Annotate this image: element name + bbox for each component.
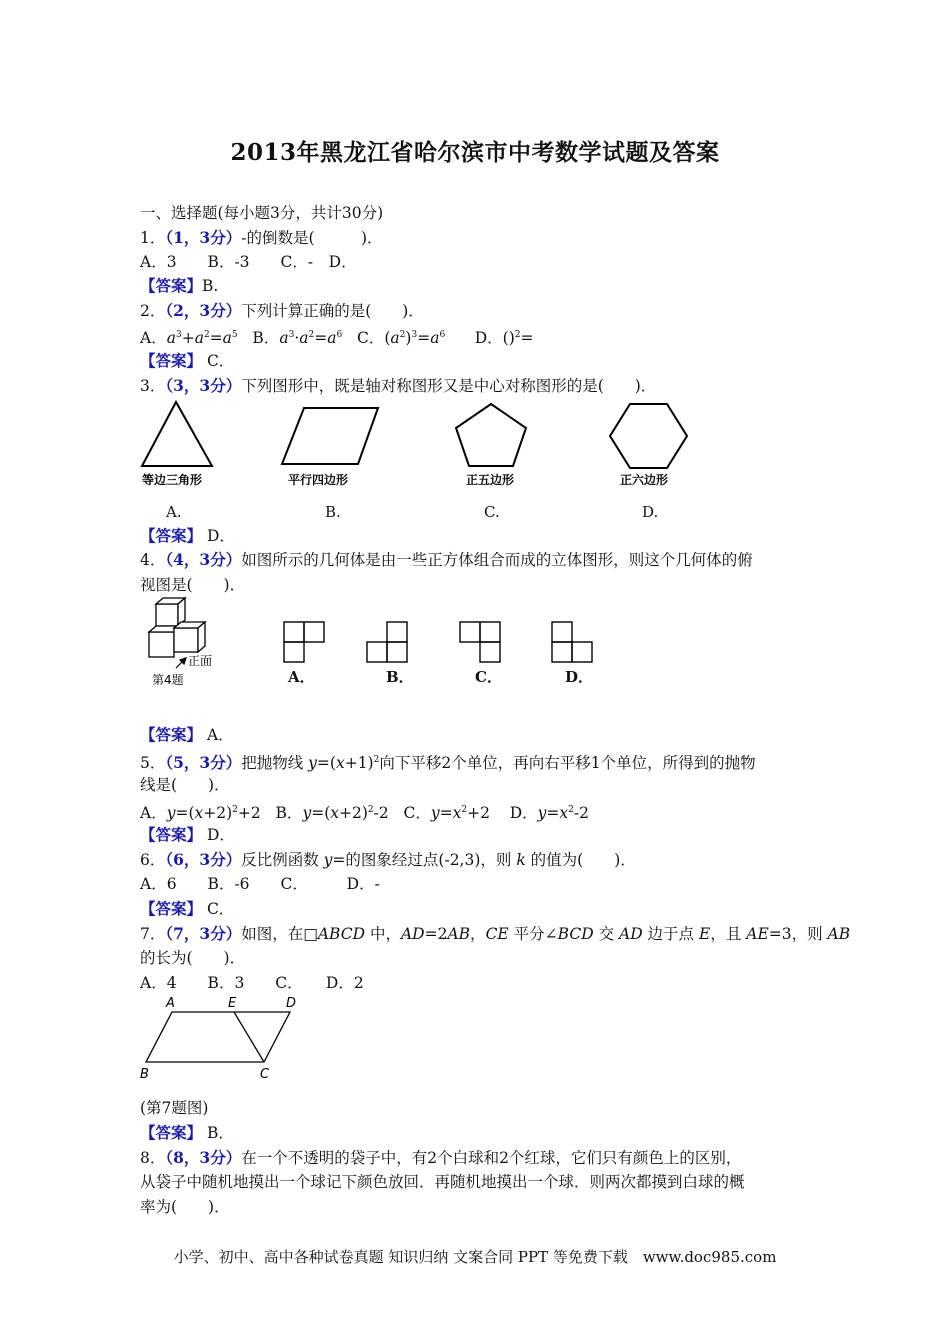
q3-answer-tag: 【答案】	[140, 526, 203, 545]
question-7: 7．（7，3分）如图，在□ABCD 中，AD=2AB，CE 平分∠BCD 交 AD 边于点 E，且 AE=3，则 AB	[140, 924, 851, 943]
page-footer: 小学、初中、高中各种试卷真题 知识归纳 文案合同 PPT 等免费下载 www.doc985.com	[173, 1248, 777, 1266]
q2-answer-tag: 【答案】	[140, 351, 203, 370]
q7-answer-tag: 【答案】	[140, 1123, 203, 1142]
q6-text-a: 反比例函数	[241, 851, 324, 869]
q5-options: A．$y=(x+2)^2+2$ B．$y=(x+2)^2-2$ C．$y=x^2+2$ D．$y=x^2-2$	[140, 804, 589, 823]
q4-option-d: D．	[565, 668, 594, 686]
front-label: 正面	[188, 654, 213, 668]
parallelogram-shape	[282, 408, 378, 464]
q3-answer: D．	[202, 527, 235, 545]
shape-label-a: 等边三角形	[142, 473, 203, 487]
q6-answer-tag: 【答案】	[140, 899, 203, 918]
q1-answer-line	[140, 275, 820, 297]
q3-tag: （3，3分）	[165, 376, 242, 395]
q4-option-a: A．	[288, 668, 315, 686]
vertex-label-e: E	[228, 996, 237, 1011]
q2-answer: C．	[202, 352, 235, 370]
q7-number: 7．	[140, 925, 166, 943]
q7-tag: （7，3分）	[165, 924, 242, 943]
vertex-label-d: D	[286, 996, 297, 1011]
q6-text-c: 的值为( )．	[525, 851, 636, 869]
vertex-label-a: A	[166, 996, 175, 1011]
regular-hexagon-shape	[610, 404, 687, 468]
q4-solid-figure	[140, 596, 230, 692]
question-2	[140, 300, 820, 322]
q1-options: A．3 B．-3 C．- D．	[140, 253, 357, 271]
question-6: 6．（6，3分）反比例函数 y=的图象经过点(-2,3)，则 k 的值为( )．	[140, 850, 636, 869]
q3-option-a: A.	[166, 503, 182, 521]
q8-text: 在一个不透明的袋子中，有2个白球和2个红球，它们只有颜色上的区别，	[241, 1149, 742, 1167]
q7-answer: B．	[202, 1124, 234, 1142]
q1-tag: （1，3分）	[165, 228, 242, 247]
q3-shapes-figure	[130, 396, 710, 496]
parallelogram-abcd-shape	[146, 1012, 290, 1062]
q5-text-line2: 线是( )．	[140, 776, 230, 794]
q7-options: A．4 B．3 C． D．2	[140, 974, 364, 992]
q6-answer-line	[140, 898, 820, 920]
q4-options-figure	[280, 620, 600, 666]
q6-tag: （6，3分）	[165, 850, 242, 869]
shape-label-c: 正五边形	[466, 473, 515, 487]
q4-answer: A．	[202, 726, 234, 744]
question-4	[140, 549, 820, 571]
q4-option-b: B．	[386, 668, 414, 686]
q3-number: 3．	[140, 377, 166, 395]
vertex-label-c: C	[260, 1067, 270, 1082]
question-3	[140, 375, 820, 397]
q2-options: A．$a^3+a^2=a^5$ B．$a^3\cdot a^2=a^6$ C．$(a^2)^3=a^6$ D．()$^2$=	[140, 329, 534, 348]
q3-text: 下列图形中，既是轴对称图形又是中心对称图形的是( )．	[241, 377, 657, 395]
q5-tag: （5，3分）	[165, 753, 242, 773]
front-arrow-icon	[176, 658, 186, 668]
q2-answer-line	[140, 350, 820, 372]
vertex-label-b: B	[140, 1067, 149, 1082]
q7-text-line2: 的长为( )．	[140, 949, 246, 967]
option-c-view-shape	[460, 622, 500, 662]
page-title: 2013年黑龙江省哈尔滨市中考数学试题及答案	[230, 139, 720, 166]
question-8	[140, 1147, 820, 1169]
q2-number: 2．	[140, 302, 166, 320]
option-a-view-shape	[284, 622, 324, 662]
q4-text: 如图所示的几何体是由一些正方体组合而成的立体图形，则这个几何体的俯	[241, 551, 753, 569]
q5-answer: D．	[202, 826, 235, 844]
q6-options: A．6 B．-6 C． D．-	[140, 875, 380, 893]
shape-label-b: 平行四边形	[288, 473, 349, 487]
q2-text: 下列计算正确的是( )．	[241, 302, 424, 320]
shape-label-d: 正六边形	[620, 473, 669, 487]
q7-answer-line	[140, 1122, 820, 1144]
regular-pentagon-shape	[456, 404, 526, 466]
q4-text-line2: 视图是( )．	[140, 576, 246, 594]
q8-text-line3: 率为( )．	[140, 1198, 230, 1216]
q5-answer-tag: 【答案】	[140, 825, 203, 844]
q8-tag: （8，3分）	[165, 1148, 242, 1167]
q4-fig-label: 第4题	[152, 673, 184, 687]
q4-answer-line	[140, 724, 820, 746]
q8-text-line2: 从袋子中随机地摸出一个球记下颜色放回．再随机地摸出一个球．则两次都摸到白球的概	[140, 1173, 745, 1191]
q6-number: 6．	[140, 851, 166, 869]
q1-answer-tag: 【答案】	[140, 276, 203, 295]
q7-caption: (第7题图)	[140, 1099, 209, 1117]
q4-number: 4．	[140, 551, 166, 569]
q8-number: 8．	[140, 1149, 166, 1167]
segment-ce	[234, 1012, 264, 1062]
section-header: 一、选择题(每小题3分，共计30分)	[140, 204, 384, 222]
q1-number: 1．	[140, 229, 166, 247]
q3-answer-line	[140, 525, 820, 547]
question-1	[140, 227, 820, 249]
q7-parallelogram-figure	[136, 994, 316, 1084]
q6-text-b: 的图象经过点(-2,3)，则	[345, 851, 517, 869]
q4-tag: （4，3分）	[165, 550, 242, 569]
q5-answer-line	[140, 824, 820, 846]
q1-answer: B.	[202, 277, 219, 295]
q4-option-c: C．	[475, 668, 502, 686]
q3-option-d: D.	[642, 503, 659, 521]
q2-tag: （2，3分）	[165, 301, 242, 320]
option-d-view-shape	[552, 622, 592, 662]
q6-answer: C．	[202, 900, 235, 918]
q1-text: -的倒数是( )．	[241, 229, 383, 247]
bottom-right-cube-shape	[174, 622, 205, 652]
option-b-view-shape	[367, 622, 407, 662]
q5-number: 5．	[140, 754, 166, 773]
equilateral-triangle-shape	[142, 402, 212, 466]
q5-text: 向下平移2个单位，再向右平移1个单位，所得到的抛物	[379, 754, 756, 773]
q3-option-b: B.	[325, 503, 341, 521]
question-5: 5．（5，3分）把抛物线 $y=(x+1)^2$向下平移2个单位，再向右平移1个单位，所得到的抛物	[140, 753, 756, 773]
q4-answer-tag: 【答案】	[140, 725, 203, 744]
q3-option-c: C.	[484, 503, 500, 521]
